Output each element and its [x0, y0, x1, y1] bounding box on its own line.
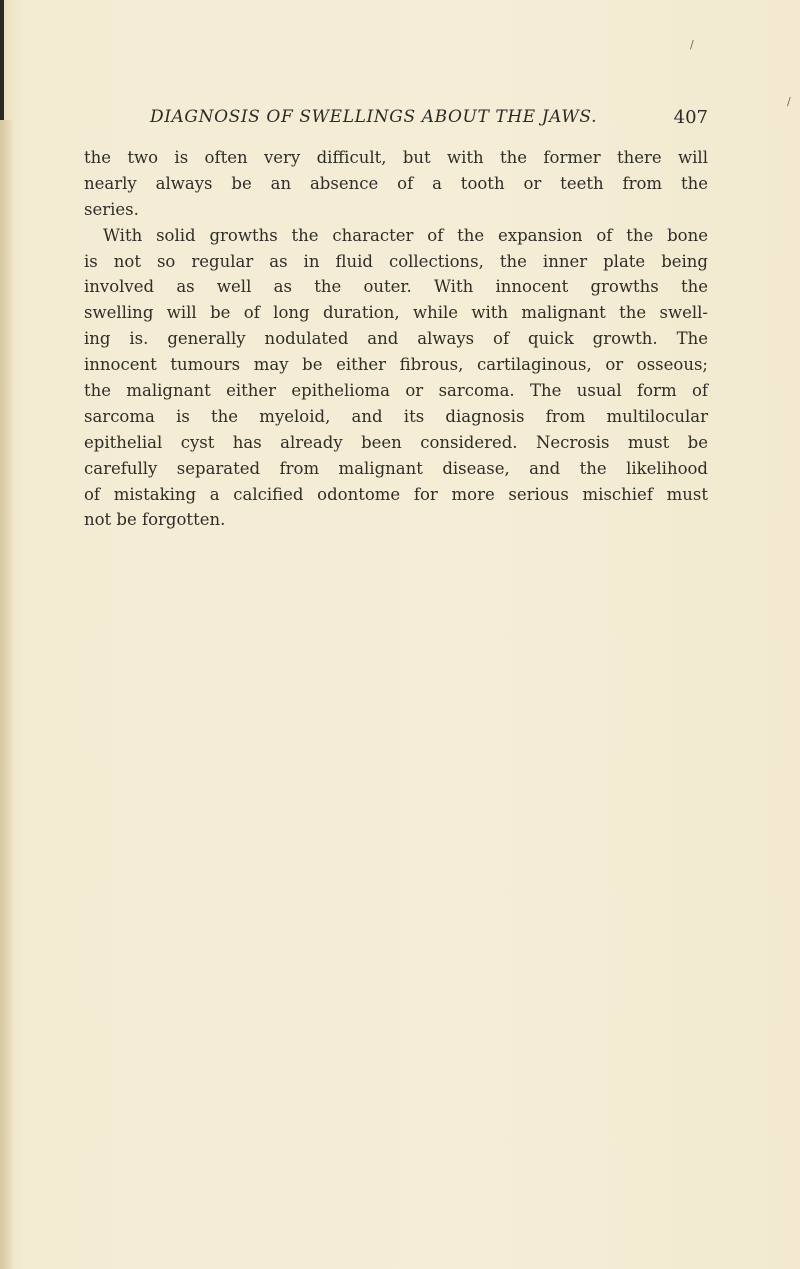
text-line: not be forgotten. — [84, 510, 226, 530]
text-line: nearly always be an absence of a tooth or teeth from the — [84, 173, 708, 193]
pencil-mark-top: / — [690, 38, 694, 51]
text-line: the two is often very difficult, but with the former there will — [84, 148, 708, 167]
text-line: carefully separated from malignant disease, and the likelihood — [84, 458, 708, 478]
text-line: With solid growths the character of the expansion of the bone — [103, 225, 708, 245]
text-line: epithelial cyst has already been considered. Necrosis must be — [84, 432, 708, 452]
page-header — [150, 107, 708, 133]
text-line: the malignant either epithelioma or sarcoma. The usual form of — [84, 381, 708, 401]
text-line: series. — [84, 199, 139, 219]
text-line: innocent tumours may be either fibrous, cartilaginous, or osseous; — [84, 355, 708, 375]
text-line: ing is. generally nodulated and always of quick growth. The — [84, 329, 708, 349]
text-line: swelling will be of long duration, while with malignant the swell- — [84, 303, 708, 323]
pencil-mark-corner: / — [787, 95, 791, 108]
binding-edge — [0, 0, 4, 120]
text-line: sarcoma is the myeloid, and its diagnosis from multilocular — [84, 406, 708, 426]
running-title: DIAGNOSIS OF SWELLINGS ABOUT THE JAWS. — [150, 107, 598, 127]
text-line: of mistaking a calcified odontome for more serious mischief must — [84, 484, 708, 504]
page-number: 407 — [673, 107, 708, 128]
binding-shadow — [0, 120, 14, 1269]
text-line: involved as well as the outer. With innocent growths the — [84, 277, 708, 297]
text-line: is not so regular as in fluid collections, the inner plate being — [84, 251, 708, 271]
body-text — [84, 145, 708, 533]
